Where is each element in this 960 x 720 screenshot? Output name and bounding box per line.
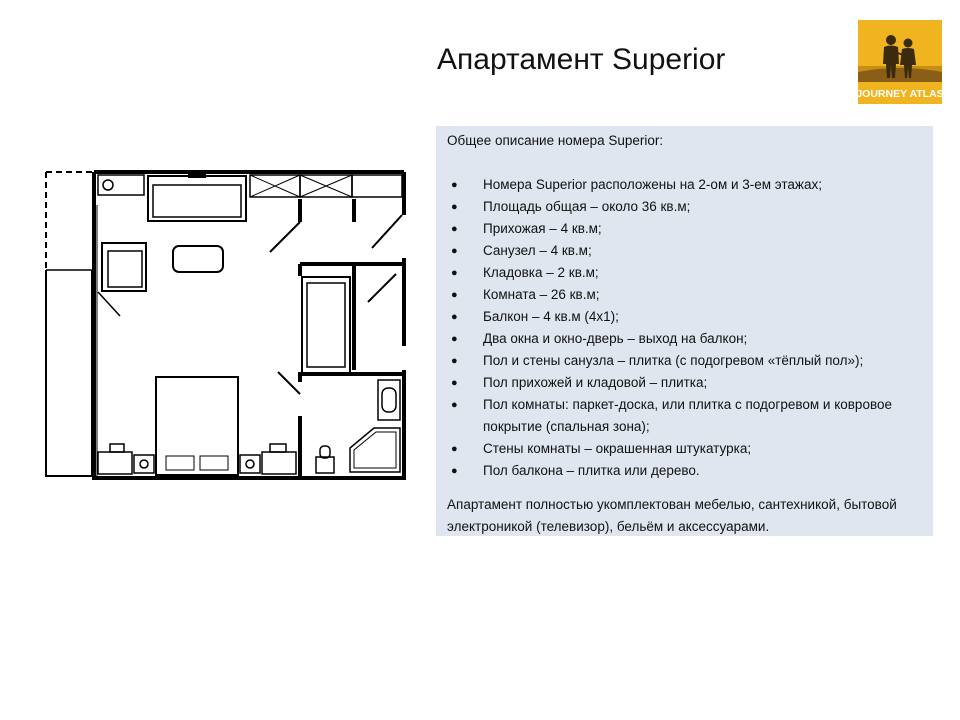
bullet-icon: ●: [451, 223, 458, 235]
bullet-icon: ●: [451, 267, 458, 279]
armchair: [102, 243, 146, 291]
logo-text: JOURNEY ATLAS: [858, 88, 942, 100]
bathroom-fixtures: [316, 380, 400, 473]
balcony: [46, 172, 92, 476]
bullet-icon: ●: [451, 311, 458, 323]
bullet-icon: ●: [451, 377, 458, 389]
list-item: ● Балкон – 4 кв.м (4х1);: [447, 306, 923, 328]
bullet-icon: ●: [451, 201, 458, 213]
list-item: ● Пол комнаты: паркет-доска, или плитка с подогревом и ковровое покрытие (спальная зона);: [447, 394, 923, 438]
list-item: ● Пол и стены санузла – плитка (с подогревом «тёплый пол»);: [447, 350, 923, 372]
sink-unit: [98, 175, 144, 195]
bullet-icon: ●: [451, 443, 458, 455]
bathtub: [302, 277, 350, 373]
bedroom-furniture: [98, 444, 296, 474]
bullet-icon: ●: [451, 355, 458, 367]
list-item: ● Площадь общая – около 36 кв.м;: [447, 196, 923, 218]
bullet-icon: ●: [451, 179, 458, 191]
outer-walls: [94, 172, 404, 478]
page-title: Апартамент Superior: [437, 43, 726, 76]
list-item: ● Кладовка – 2 кв.м;: [447, 262, 923, 284]
list-item: ● Комната – 26 кв.м;: [447, 284, 923, 306]
description-panel: [436, 126, 933, 536]
list-item: ● Прихожая – 4 кв.м;: [447, 218, 923, 240]
coffee-table: [173, 246, 223, 272]
journey-atlas-logo: [858, 20, 942, 104]
feature-list: [447, 174, 923, 482]
list-item: ● Номера Superior расположены на 2-ом и 3-ем этажах;: [447, 174, 923, 196]
list-item: ● Пол прихожей и кладовой – плитка;: [447, 372, 923, 394]
floor-plan: [40, 164, 410, 482]
bullet-icon: ●: [451, 245, 458, 257]
list-item: ● Санузел – 4 кв.м;: [447, 240, 923, 262]
description-footer: Апартамент полностью укомплектован мебелью, сантехникой, бытовой электроникой (телевизор), бельём и аксессуарами.: [447, 497, 897, 534]
description-heading: Общее описание номера Superior:: [447, 133, 664, 148]
list-item: ● Стены комнаты – окрашенная штукатурка;: [447, 438, 923, 460]
bullet-icon: ●: [451, 465, 458, 477]
bed: [156, 377, 238, 475]
bullet-icon: ●: [451, 333, 458, 345]
balcony-door: [98, 292, 120, 316]
list-item: ● Два окна и окно-дверь – выход на балкон;: [447, 328, 923, 350]
bullet-icon: ●: [451, 399, 458, 411]
sofa: [148, 174, 246, 221]
interior-walls: [300, 199, 404, 478]
bullet-icon: ●: [451, 289, 458, 301]
list-item: ● Пол балкона – плитка или дерево.: [447, 460, 923, 482]
wardrobe: [250, 175, 402, 197]
